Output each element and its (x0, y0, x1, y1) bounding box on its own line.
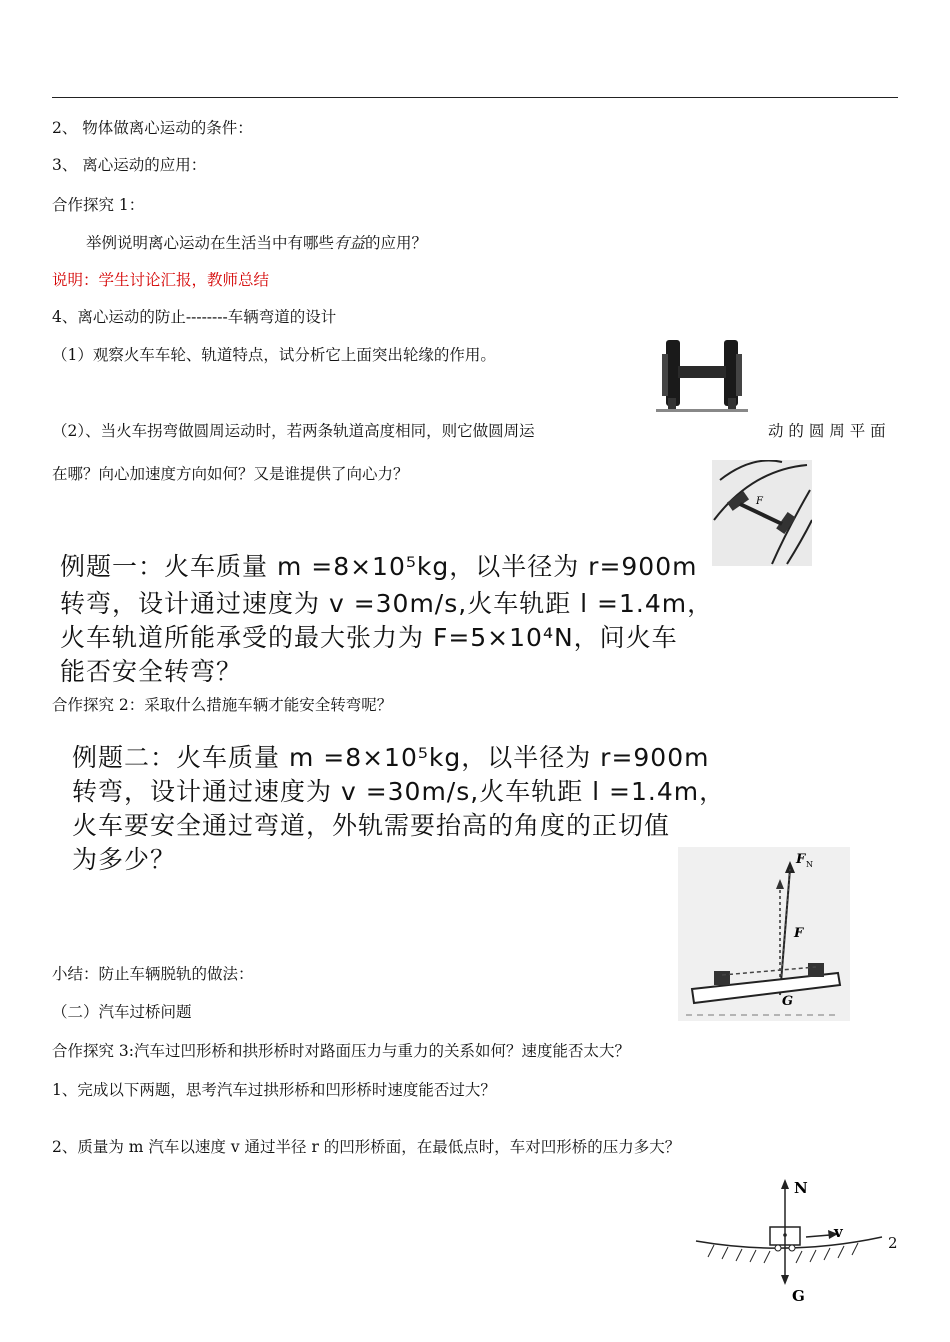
gravity-label: G (782, 994, 794, 1009)
text-line: 在哪？向心加速度方向如何？又是谁提供了向心力？ (52, 465, 409, 483)
normal-force-label: F (796, 852, 806, 867)
text-line: 合作探究 3:汽车过凹形桥和拱形桥时对路面压力与重力的关系如何？速度能否太大？ (52, 1042, 631, 1060)
wheel-axle-figure (652, 332, 752, 414)
text-line: 举例说明离心运动在生活当中有哪些有益的应用？ (86, 234, 428, 252)
section-heading: （二）汽车过桥问题 (52, 1003, 192, 1021)
text-line: 合作探究 2：采取什么措施车辆才能安全转弯呢？ (52, 696, 393, 714)
concave-bridge-figure (694, 1175, 884, 1305)
text-line: 2、质量为 m 汽车以速度 v 通过半径 r 的凹形桥面，在最低点时，车对凹形桥的压力多大？ (52, 1138, 681, 1156)
example2-row: 为多少？ (72, 845, 177, 874)
gravity-label: G (792, 1287, 805, 1305)
example2-row: 转弯，设计通过速度为 v =30m/s,火车轨距 l =1.4m， (72, 777, 726, 806)
example2-row: 火车要安全通过弯道，外轨需要抬高的角度的正切值 (72, 811, 671, 840)
text-line: （1）观察火车车轮、轨道特点，试分析它上面突出轮缘的作用。 (52, 346, 496, 364)
normal-force-subscript: N (806, 860, 813, 869)
velocity-label: v (834, 1223, 843, 1241)
text-line: 动 的 圆 周 平 面 (768, 422, 886, 440)
curved-track-figure (712, 460, 812, 566)
example1-row: 火车轨道所能承受的最大张力为 F=5×10⁴N，问火车 (60, 623, 678, 652)
force-diagram-figure (678, 847, 850, 1021)
example1-row: 能否安全转弯？ (60, 657, 243, 686)
text-line: 小结：防止车辆脱轨的做法： (52, 965, 254, 983)
track-force-label: F (756, 496, 763, 507)
page-number: 2 (888, 1234, 898, 1252)
text-line: （2）、当火车拐弯做圆周运动时，若两条轨道高度相同，则它做圆周运 (52, 422, 535, 440)
text-line: 2、 物体做离心运动的条件： (52, 119, 253, 137)
header-rule (52, 97, 898, 98)
example1-row: 例题一：火车质量 m =8×10⁵kg，以半径为 r=900m (60, 552, 698, 581)
text-line: 3、 离心运动的应用： (52, 156, 207, 174)
text-line: 合作探究 1： (52, 196, 145, 214)
normal-force-label: N (794, 1179, 808, 1197)
section-heading: 4、离心运动的防止--------车辆弯道的设计 (52, 308, 337, 326)
example2-row: 例题二：火车质量 m =8×10⁵kg，以半径为 r=900m (72, 743, 710, 772)
example1-row: 转弯，设计通过速度为 v =30m/s,火车轨距 l =1.4m， (60, 589, 714, 618)
net-force-label: F (794, 926, 804, 941)
text-line: 1、完成以下两题，思考汽车过拱形桥和凹形桥时速度能否过大？ (52, 1081, 496, 1099)
note-line: 说明：学生讨论汇报，教师总结 (52, 271, 270, 289)
